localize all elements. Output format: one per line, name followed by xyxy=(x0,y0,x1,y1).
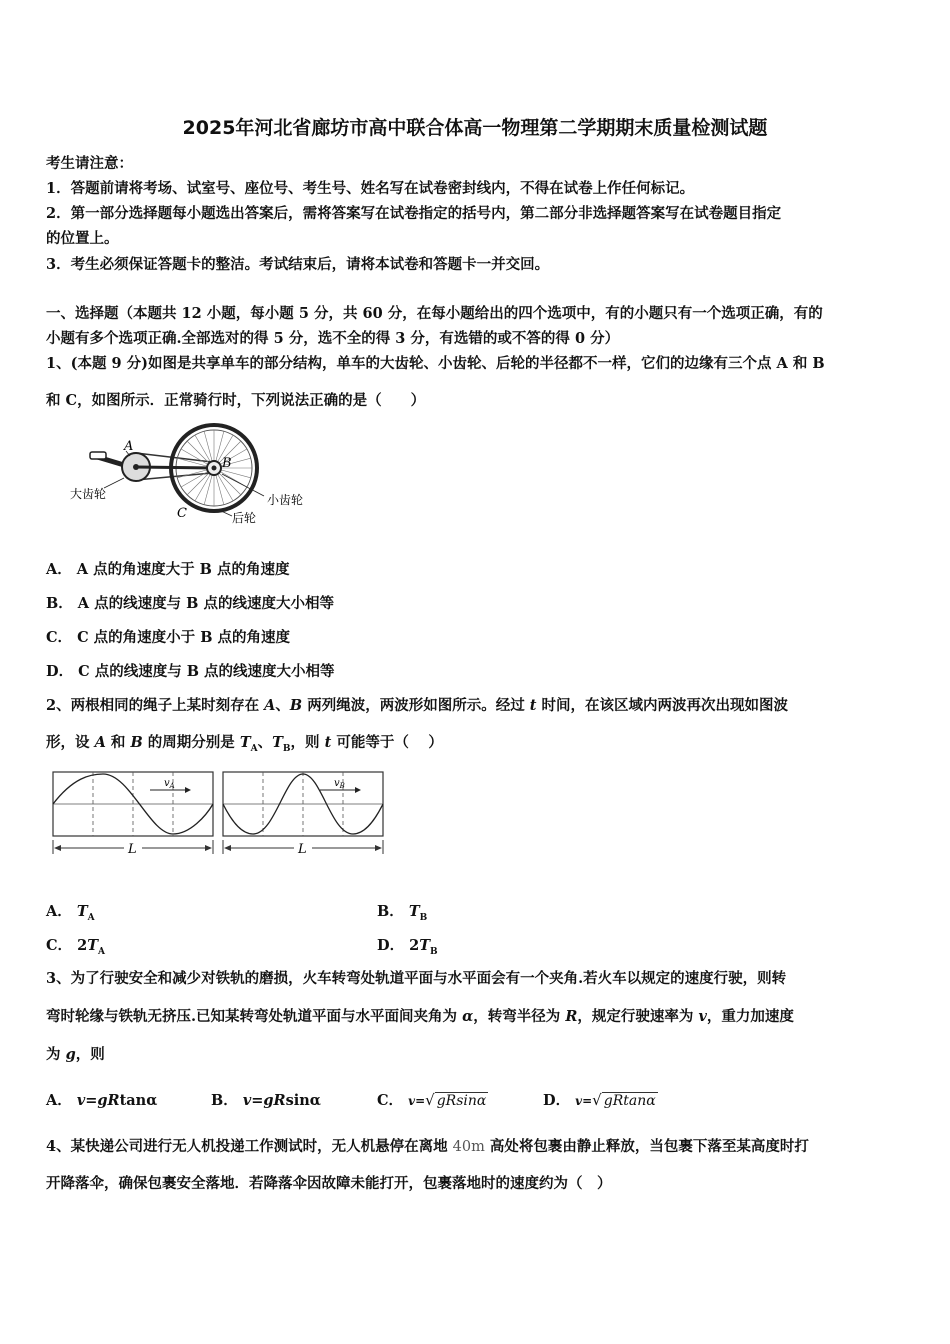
q1-option-c: C． C 点的角速度小于 B 点的角速度 xyxy=(46,629,291,646)
wave-A-L-arrow xyxy=(54,845,61,851)
q2-text: 时间，在该区域内两波再次出现如图波 xyxy=(536,697,789,714)
leader-big-gear xyxy=(104,478,124,488)
q4-line-2: 开降落伞，确保包裹安全落地．若降落伞因故障未能打开，包裹落地时的速度约为（ ） xyxy=(46,1175,612,1192)
q1-option-d: D． C 点的线速度与 B 点的线速度大小相等 xyxy=(46,663,335,680)
section-header-line-2: 小题有多个选项正确.全部选对的得 5 分，选不全的得 3 分，有选错的或不答的得 0 分） xyxy=(46,330,620,347)
q4-line-1: 4、某快递公司进行无人机投递工作测试时，无人机悬停在离地 40m 高处将包裹由静止释放，当包裹下落至某高度时打 xyxy=(46,1138,809,1155)
q2-var-B: B xyxy=(289,697,303,714)
q2-text: 可能等于（ ） xyxy=(331,734,443,751)
q2-option-c: C． $2T_A$ xyxy=(46,937,105,957)
page-title: 2025年河北省廊坊市高中联合体高一物理第二学期期末质量检测试题 xyxy=(182,117,768,139)
label-big-gear: 大齿轮 xyxy=(70,487,107,501)
q2-text: 两列绳波，两波形如图所示。经过 xyxy=(302,697,530,714)
notice-item-2-cont: 的位置上。 xyxy=(46,230,119,247)
q3-line-1: 3、为了行驶安全和减少对铁轨的磨损，火车转弯处轨道平面与水平面会有一个夹角.若火车以规定的速度行驶，则转 xyxy=(46,970,787,987)
q4-height: 40m xyxy=(452,1139,485,1155)
wave-B-L-arrow xyxy=(375,845,382,851)
notice-heading: 考生请注意： xyxy=(46,155,133,172)
wave-A-L-arrow xyxy=(205,845,212,851)
q2-var-TB: T xyxy=(272,734,283,751)
pedal xyxy=(90,452,106,459)
q2-option-a: A． $T_A$ xyxy=(46,903,95,923)
q3-option-c: C． v=√ gRsinα xyxy=(377,1091,487,1109)
wave-A-L-label: L xyxy=(128,842,137,857)
frame-stay xyxy=(136,467,214,468)
label-A: A xyxy=(124,439,134,454)
label-C: C xyxy=(177,506,187,521)
section-header-line-1: 一、选择题（本题共 12 小题，每小题 5 分，共 60 分，在每小题给出的四个选项中，有的小题只有一个选项正确，有的 xyxy=(46,305,823,322)
wave-B-L-label: L xyxy=(298,842,307,857)
waves-figure xyxy=(50,768,386,860)
q3-option-d-radicand: gRtanα xyxy=(603,1093,656,1109)
q2-line-2 xyxy=(46,731,443,754)
q1-line-1 xyxy=(46,352,825,373)
notice-item-1: 1．答题前请将考场、试室号、座位号、考生号、姓名写在试卷密封线内，不得在试卷上作任何标记。 xyxy=(46,180,695,197)
wave-B-velocity-label: $v_B$ xyxy=(334,778,345,790)
notice-item-2: 2．第一部分选择题每小题选出答案后，需将答案写在试卷指定的括号内，第二部分非选择题答案写在试卷题目指定 xyxy=(46,205,782,222)
small-gear-axle xyxy=(212,466,217,471)
q2-sub-B: B xyxy=(282,743,291,754)
q1-option-a: A． A 点的角速度大于 B 点的角速度 xyxy=(46,561,290,578)
q2-text: ，则 xyxy=(290,734,325,751)
q3-line-3: 为 g，则 xyxy=(46,1046,105,1063)
q1-line-2: 和 C，如图所示．正常骑行时，下列说法正确的是（ ） xyxy=(46,392,426,409)
wave-A-arrowhead xyxy=(185,787,191,793)
q2-text: 形，设 xyxy=(46,734,95,751)
q1-option-b: B． A 点的线速度与 B 点的线速度大小相等 xyxy=(46,595,334,612)
q2-text: 2、两根相同的绳子上某时刻存在 xyxy=(46,697,265,714)
bicycle-figure xyxy=(64,418,324,538)
q3-option-b: B． v=gRsinα xyxy=(211,1092,321,1109)
label-B: B xyxy=(222,456,232,471)
q2-text: 和 xyxy=(105,734,131,751)
q2-var-t: t xyxy=(324,734,332,751)
wave-panel-B xyxy=(223,772,383,857)
wave-A-velocity-label: $v_A$ xyxy=(164,778,175,790)
wave-B-arrowhead xyxy=(355,787,361,793)
q3-option-c-radicand: gRsinα xyxy=(436,1093,487,1109)
q2-line-1 xyxy=(46,694,788,715)
q2-sub-A: A xyxy=(250,743,258,754)
notice-item-3: 3．考生必须保证答题卡的整洁。考试结束后，请将本试卷和答题卡一并交回。 xyxy=(46,256,550,273)
q2-option-b: B． $T_B$ xyxy=(377,903,428,923)
q2-var-B: B xyxy=(130,734,143,751)
q2-option-d: D． $2T_B$ xyxy=(377,937,438,957)
q3-option-d: D． v=√ gRtanα xyxy=(543,1091,656,1109)
q2-text: 的周期分别是 xyxy=(142,734,240,751)
q1-number: 1、 xyxy=(46,355,71,372)
q3-option-a: A． v=gRtanα xyxy=(46,1092,158,1109)
wave-panel-A xyxy=(53,772,213,857)
q2-text: 、 xyxy=(275,697,290,714)
q3-line-2: 弯时轮缘与铁轨无挤压.已知某转弯处轨道平面与水平面间夹角为 α，转弯半径为 R，规定行驶速率为 v，重力加速度 xyxy=(46,1008,794,1025)
q2-var-TA: T xyxy=(239,734,251,751)
q1-stem: 如图是共享单车的部分结构，单车的大齿轮、小齿轮、后轮的半径都不一样，它们的边缘有三个点 A 和 B xyxy=(148,355,825,372)
q2-var-t: t xyxy=(529,697,537,714)
label-rear-wheel: 后轮 xyxy=(232,511,257,525)
q2-var-A: A xyxy=(264,697,276,714)
wave-B-L-arrow xyxy=(224,845,231,851)
q2-var-A: A xyxy=(94,734,106,751)
label-small-gear: 小齿轮 xyxy=(267,493,304,507)
q1-score: (本题 9 分) xyxy=(70,355,148,372)
q2-text: 、 xyxy=(257,734,273,751)
